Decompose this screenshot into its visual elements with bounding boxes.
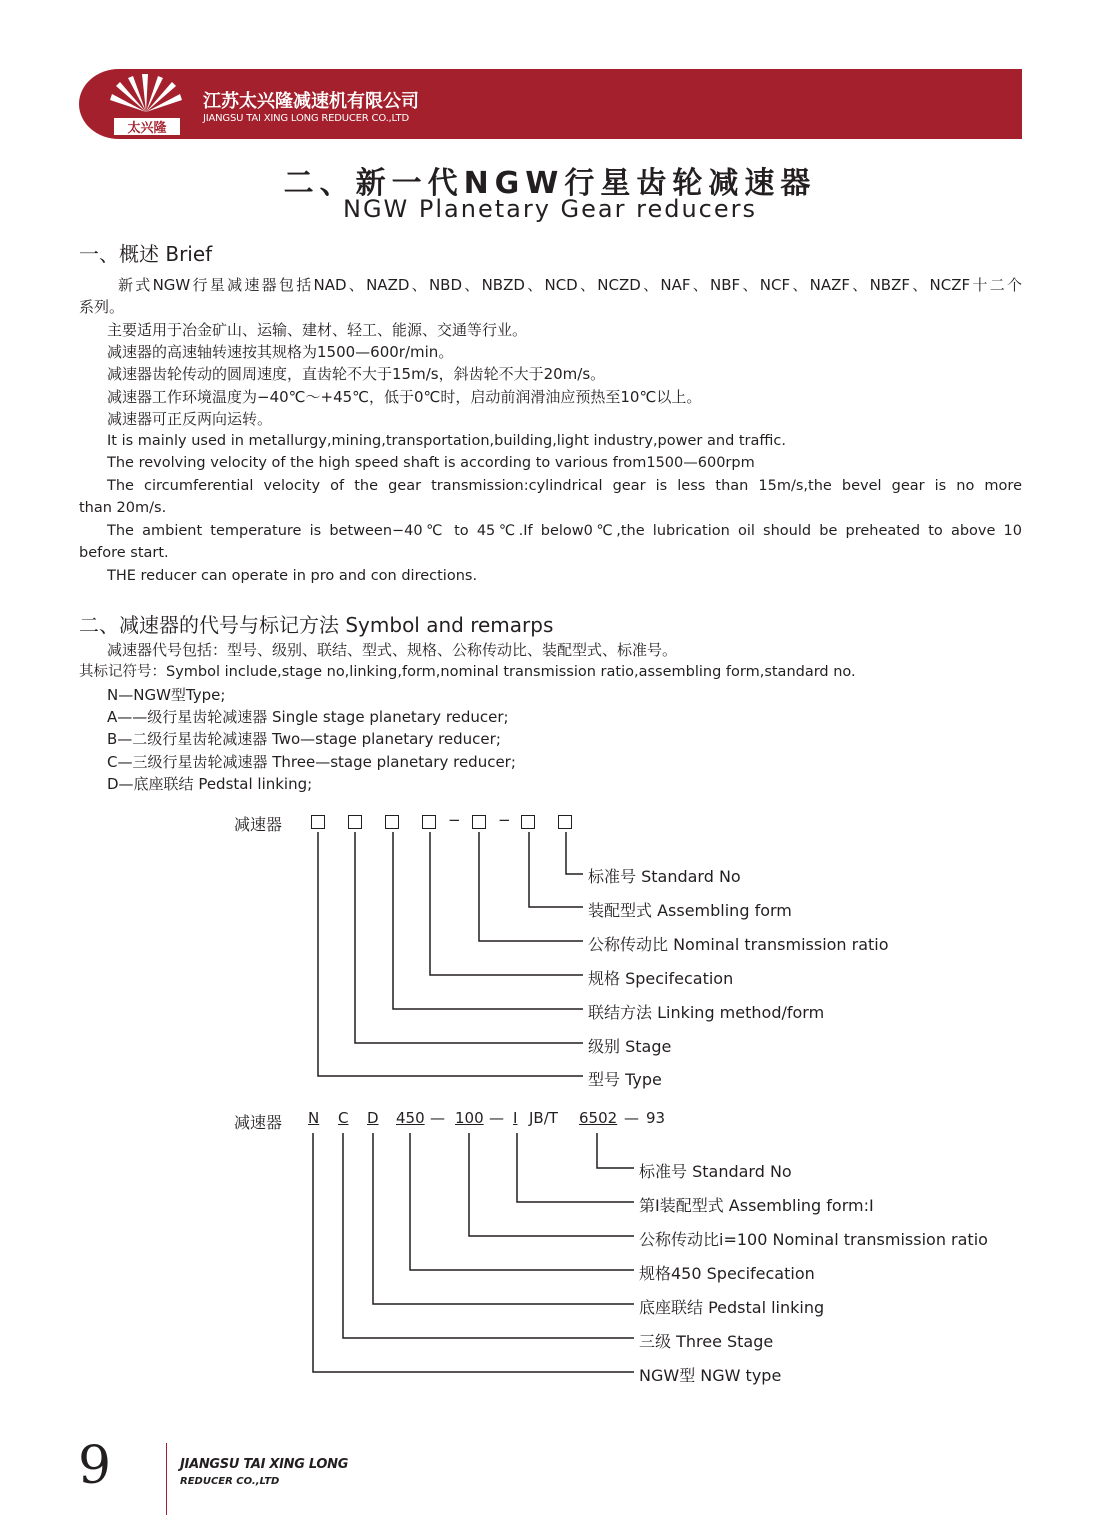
- company-name-en: JIANGSU TAI XING LONG REDUCER CO.,LTD: [203, 113, 409, 124]
- diagram1-label-assembling: 装配型式 Assembling form: [588, 901, 792, 920]
- page-title-cn: 二、新一代NGW行星齿轮减速器: [283, 166, 817, 201]
- brief-line: 减速器可正反两向运转。: [107, 410, 273, 428]
- code-type: N: [308, 1109, 320, 1127]
- symbol-line: A——级行星齿轮减速器 Single stage planetary reducer;: [107, 708, 509, 726]
- code-standard-prefix: JB/T: [529, 1109, 558, 1127]
- diagram1-label-linking: 联结方法 Linking method/form: [588, 1003, 825, 1022]
- code-assembling: I: [513, 1109, 518, 1127]
- brief-line: 新式NGW行星减速器包括NAD、NAZD、NBD、NBZD、NCD、NCZD、NAF、NBF、NCF、NAZF、NBZF、NCZF十二个: [118, 276, 1022, 294]
- page-title-en: NGW Planetary Gear reducers: [343, 195, 757, 223]
- diagram2-label-stage: 三级 Three Stage: [639, 1332, 774, 1351]
- code-standard-year: 93: [646, 1109, 666, 1127]
- brief-line-en: The revolving velocity of the high speed shaft is according to various from1500—600rpm: [107, 455, 755, 471]
- brief-line: 主要适用于冶金矿山、运输、建材、轻工、能源、交通等行业。: [107, 321, 528, 339]
- brief-line-en: THE reducer can operate in pro and con directions.: [107, 568, 478, 584]
- code-separator: —: [489, 1109, 504, 1127]
- brief-line-en: The circumferential velocity of the gear transmission:cylindrical gear is less than 15m/s,the bevel gear is no more: [107, 478, 1022, 494]
- symbol-line: B—二级行星齿轮减速器 Two—stage planetary reducer;: [107, 730, 501, 748]
- diagram2-label-standard: 标准号 Standard No: [639, 1162, 792, 1181]
- footer-company-line1: JIANGSU TAI XING LONG: [180, 1457, 349, 1472]
- brief-line: 减速器齿轮传动的圆周速度，直齿轮不大于15m/s，斜齿轮不大于20m/s。: [107, 365, 606, 383]
- diagram2-label-spec: 规格450 Specifecation: [639, 1264, 815, 1283]
- diagram1-label-type: 型号 Type: [588, 1070, 662, 1089]
- dash-separator: −: [448, 811, 461, 829]
- symbol-line: 减速器代号包括：型号、级别、联结、型式、规格、公称传动比、装配型式、标准号。: [107, 641, 678, 659]
- diagram1-label-stage: 级别 Stage: [588, 1037, 672, 1056]
- brief-line: 减速器的高速轴转速按其规格为1500—600r/min。: [107, 343, 454, 361]
- diagram2-prefix: 减速器: [234, 1113, 283, 1132]
- page-number: 9: [78, 1436, 112, 1496]
- dash-separator: −: [498, 811, 511, 829]
- diagram1-label-spec: 规格 Specifecation: [588, 969, 734, 988]
- diagram2-label-assembling: 第Ⅰ装配型式 Assembling form:Ⅰ: [639, 1196, 874, 1215]
- code-separator: —: [624, 1109, 639, 1127]
- brief-line: 系列。: [79, 298, 125, 316]
- logo-text: 太兴隆: [127, 121, 167, 136]
- diagram1-label-ratio: 公称传动比 Nominal transmission ratio: [588, 935, 889, 954]
- brief-line: 减速器工作环境温度为−40℃～+45℃，低于0℃时，启动前润滑油应预热至10℃以上。: [107, 388, 702, 406]
- brief-line-en: than 20m/s.: [79, 500, 167, 516]
- symbol-line: C—三级行星齿轮减速器 Three—stage planetary reducer;: [107, 753, 516, 771]
- code-spec: 450: [396, 1109, 425, 1127]
- diagram2-label-ratio: 公称传动比i=100 Nominal transmission ratio: [639, 1230, 988, 1249]
- diagram1-label-standard: 标准号 Standard No: [588, 867, 741, 886]
- code-stage: C: [338, 1109, 349, 1127]
- diagram1-prefix: 减速器: [234, 815, 283, 834]
- diagram2-label-linking: 底座联结 Pedstal linking: [639, 1298, 825, 1317]
- code-standard-number: 6502: [579, 1109, 618, 1127]
- company-name-cn: 江苏太兴隆减速机有限公司: [203, 91, 419, 112]
- diagram2-label-type: NGW型 NGW type: [639, 1366, 782, 1385]
- section-symbol-heading: 二、减速器的代号与标记方法 Symbol and remarps: [79, 613, 554, 637]
- footer-divider: [166, 1443, 167, 1515]
- symbol-line: N—NGW型Type;: [107, 686, 226, 704]
- footer-company-line2: REDUCER CO.,LTD: [180, 1476, 280, 1487]
- brief-line-en: It is mainly used in metallurgy,mining,transportation,building,light industry,power and traffic.: [107, 433, 787, 449]
- symbol-line: D—底座联结 Pedstal linking;: [107, 775, 313, 793]
- code-linking: D: [367, 1109, 379, 1127]
- code-ratio: 100: [455, 1109, 484, 1127]
- brief-line-en: before start.: [79, 545, 169, 561]
- brief-line-en: The ambient temperature is between−40℃ to 45℃.If below0℃,the lubrication oil should be preheated to above 10: [107, 523, 1022, 539]
- symbol-line: 其标记符号：Symbol include,stage no,linking,form,nominal transmission ratio,assembling form,standard no.: [79, 664, 856, 680]
- code-separator: —: [430, 1109, 445, 1127]
- section-brief-heading: 一、概述 Brief: [79, 242, 213, 266]
